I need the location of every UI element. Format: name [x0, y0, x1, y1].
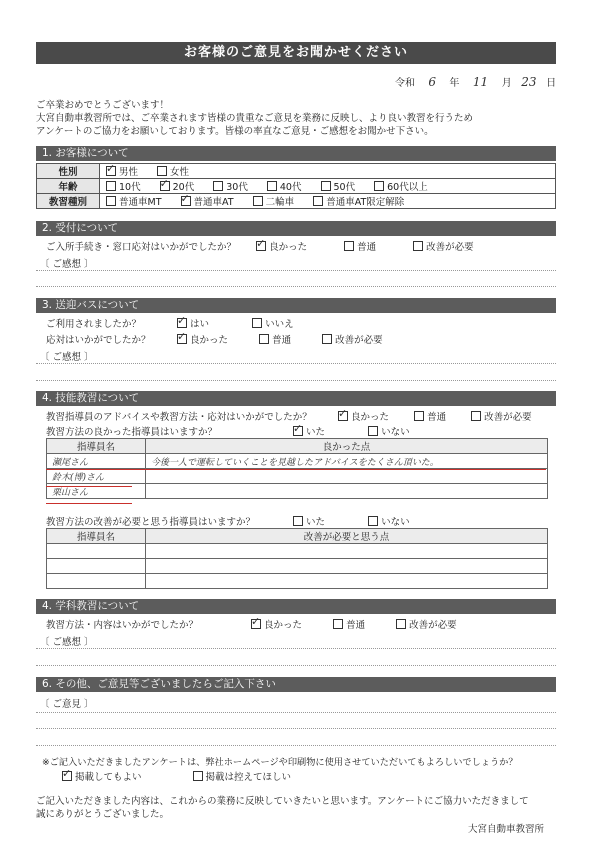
date-era: 令和 [395, 78, 415, 89]
checkbox-female[interactable] [157, 166, 167, 176]
question-text: 教習方法・内容はいかがでしたか？ [46, 620, 199, 631]
checkbox-good[interactable] [177, 334, 187, 344]
comment-line[interactable] [36, 286, 556, 287]
comment-line[interactable] [36, 712, 556, 713]
publish-question: ※ご記入いただきましたアンケートは、弊社ホームページや印刷物に使用させていただいてもよろしいでしょうか？ [42, 757, 518, 768]
bad-instructor-table [46, 528, 548, 589]
checkbox-20s[interactable] [160, 181, 170, 191]
comment-line[interactable] [36, 270, 556, 271]
option-label: いない [381, 517, 410, 528]
question-text: ご利用されましたか？ [46, 319, 142, 330]
date-year-unit: 年 [449, 78, 460, 89]
table-header-row [47, 439, 548, 454]
comment-line[interactable] [36, 728, 556, 729]
checkbox-allow-publish[interactable] [62, 771, 72, 781]
improvement-comment[interactable] [146, 544, 548, 559]
date-year[interactable]: 6 [428, 75, 436, 89]
checkbox-needs-improvement[interactable] [471, 411, 481, 421]
col-good-points: 良かった点 [146, 439, 548, 454]
option-label: 普通 [272, 335, 292, 346]
question-text: 教習方法の良かった指導員はいますか？ [46, 427, 218, 438]
instructor-name[interactable]: 瀬尾さん [47, 454, 146, 469]
footer-line: 誠にありがとうございました。 [36, 809, 170, 820]
option-label: 40代 [279, 182, 302, 193]
option-label: 良かった [264, 620, 303, 631]
good-instructor-row [46, 424, 426, 438]
option-label: いた [306, 517, 326, 528]
option-label: 改善が必要 [426, 242, 474, 253]
checkbox-at[interactable] [181, 196, 191, 206]
comment-line[interactable] [36, 380, 556, 381]
school-signature: 大宮自動車教習所 [468, 824, 545, 835]
intro-line: ご卒業おめでとうございます！ [36, 100, 170, 111]
option-label: 良かった [351, 412, 390, 423]
checkbox-yes[interactable] [293, 516, 303, 526]
form-title: お客様のご意見をお聞かせください [36, 42, 556, 64]
footer-line: ご記入いただきました内容は、これからの業務に反映していきたいと思います。アンケートにご協力いただきまして [36, 796, 529, 807]
checkbox-no[interactable] [252, 318, 262, 328]
row-course [37, 194, 556, 209]
option-label: 普通 [427, 412, 447, 423]
red-underline-mark [46, 469, 546, 470]
option-label: 二輪車 [265, 197, 295, 208]
question-text: 教習指導員のアドバイスや教習方法・応対はいかがでしたか？ [46, 412, 312, 423]
bad-instructor-row [46, 514, 426, 528]
section-header-reception: 2. 受付について [36, 221, 556, 236]
checkbox-no[interactable] [368, 516, 378, 526]
label-age: 年齢 [37, 179, 100, 194]
intro-text [36, 99, 556, 139]
option-label: 改善が必要 [409, 620, 457, 631]
checkbox-normal[interactable] [414, 411, 424, 421]
red-underline-mark [46, 486, 132, 487]
publish-options-row [62, 769, 307, 783]
checkbox-10s[interactable] [106, 181, 116, 191]
table-row [47, 469, 548, 484]
question-text: 応対はいかがでしたか？ [46, 335, 151, 346]
date-day-unit: 日 [546, 78, 557, 89]
option-label: 普通車MT [119, 197, 162, 208]
option-label: 改善が必要 [484, 412, 532, 423]
checkbox-motorcycle[interactable] [253, 196, 263, 206]
option-label: 10代 [119, 182, 141, 193]
comment-label: 〔 ご感想 〕 [40, 259, 94, 270]
option-label: 30代 [226, 182, 248, 193]
option-label: 良かった [190, 335, 229, 346]
row-age [37, 179, 556, 194]
option-label: いいえ [265, 319, 294, 330]
reception-question-row [46, 239, 490, 253]
checkbox-40s[interactable] [267, 181, 277, 191]
checkbox-good[interactable] [256, 241, 266, 251]
date-month[interactable]: 11 [472, 75, 489, 89]
table-row [47, 454, 548, 469]
table-header-row [47, 529, 548, 544]
checkbox-needs-improvement[interactable] [396, 619, 406, 629]
option-label: 良かった [269, 242, 308, 253]
section-header-bus: 3. 送迎バスについて [36, 298, 556, 313]
good-point-comment[interactable] [146, 484, 548, 499]
checkbox-needs-improvement[interactable] [322, 334, 332, 344]
comment-label: 〔 ご感想 〕 [40, 637, 94, 648]
label-gender: 性別 [37, 164, 100, 179]
section-header-classroom: 4. 学科教習について [36, 599, 556, 614]
instructor-name[interactable] [47, 559, 146, 574]
date-month-unit: 月 [501, 78, 512, 89]
option-label: 60代以上 [387, 182, 428, 193]
checkbox-good[interactable] [338, 411, 348, 421]
table-row [47, 544, 548, 559]
option-label: 普通車AT [193, 197, 234, 208]
checkbox-60s-plus[interactable] [374, 181, 384, 191]
checkbox-deny-publish[interactable] [193, 771, 203, 781]
checkbox-normal[interactable] [259, 334, 269, 344]
classroom-question-row [46, 617, 473, 631]
instructor-name[interactable]: 栗山さん [47, 484, 146, 499]
option-label: はい [190, 319, 210, 330]
section-header-practical: 4. 技能教習について [36, 391, 556, 406]
option-label: 男性 [119, 167, 139, 178]
footer-text [36, 795, 556, 821]
instructor-advice-row [46, 409, 548, 423]
option-label: 普通車AT限定解除 [326, 197, 405, 208]
comment-label: 〔 ご意見 〕 [40, 699, 94, 710]
bus-usage-row [46, 316, 310, 330]
option-label: 50代 [333, 182, 356, 193]
row-gender [37, 164, 556, 179]
option-label: 掲載してもよい [75, 772, 142, 783]
checkbox-at-limit-removal[interactable] [313, 196, 323, 206]
question-text: 教習方法の改善が必要と思う指導員はいますか？ [46, 517, 256, 528]
comment-label: 〔 ご感想 〕 [40, 352, 94, 363]
comment-line[interactable] [36, 363, 556, 364]
checkbox-yes[interactable] [293, 426, 303, 436]
col-improvement-points: 改善が必要と思う点 [146, 529, 548, 544]
table-row [47, 574, 548, 589]
date-day[interactable]: 23 [521, 75, 537, 89]
improvement-comment[interactable] [146, 559, 548, 574]
checkbox-needs-improvement[interactable] [413, 241, 423, 251]
date-line [395, 74, 556, 89]
option-label: 掲載は控えてほしい [205, 772, 292, 783]
label-course: 教習種別 [37, 194, 100, 209]
col-instructor-name: 指導員名 [47, 529, 146, 544]
comment-line[interactable] [36, 648, 556, 649]
checkbox-male[interactable] [106, 166, 116, 176]
option-label: 普通 [357, 242, 377, 253]
red-underline-mark [46, 503, 132, 504]
question-text: ご入所手続き・窓口応対はいかがでしたか？ [46, 242, 237, 253]
bus-service-row [46, 332, 399, 346]
option-label: 改善が必要 [335, 335, 383, 346]
option-label: 女性 [170, 167, 190, 178]
instructor-name[interactable] [47, 544, 146, 559]
instructor-name[interactable] [47, 574, 146, 589]
comment-line[interactable] [36, 745, 556, 746]
improvement-comment[interactable] [146, 574, 548, 589]
option-label: 20代 [172, 182, 195, 193]
option-label: いた [306, 427, 326, 438]
checkbox-50s[interactable] [321, 181, 331, 191]
option-label: 普通 [346, 620, 366, 631]
section-header-customer: 1. お客様について [36, 146, 556, 161]
section-header-other: 6. その他、ご意見等ございましたらご記入下さい [36, 677, 556, 692]
checkbox-no[interactable] [368, 426, 378, 436]
checkbox-normal[interactable] [344, 241, 354, 251]
intro-line: アンケートのご協力をお願いしております。皆様の率直なご意見・ご感想をお聞かせ下さい。 [36, 126, 434, 138]
col-instructor-name: 指導員名 [47, 439, 146, 454]
comment-line[interactable] [36, 665, 556, 666]
checkbox-30s[interactable] [213, 181, 223, 191]
customer-info-table [36, 163, 556, 209]
option-label: いない [381, 427, 410, 438]
checkbox-yes[interactable] [177, 318, 187, 328]
checkbox-normal[interactable] [333, 619, 343, 629]
good-point-comment[interactable]: 今後一人で運転していくことを見越したアドバイスをたくさん頂いた。 [146, 454, 548, 469]
intro-line: 大宮自動車教習所では、ご卒業されます皆様の貴重なご意見を業務に反映し、より良い教習を行うため [36, 113, 474, 125]
instructor-name[interactable]: 鈴木(博)さん [47, 469, 146, 484]
good-point-comment[interactable] [146, 469, 548, 484]
table-row [47, 559, 548, 574]
checkbox-mt[interactable] [106, 196, 116, 206]
checkbox-good[interactable] [251, 619, 261, 629]
